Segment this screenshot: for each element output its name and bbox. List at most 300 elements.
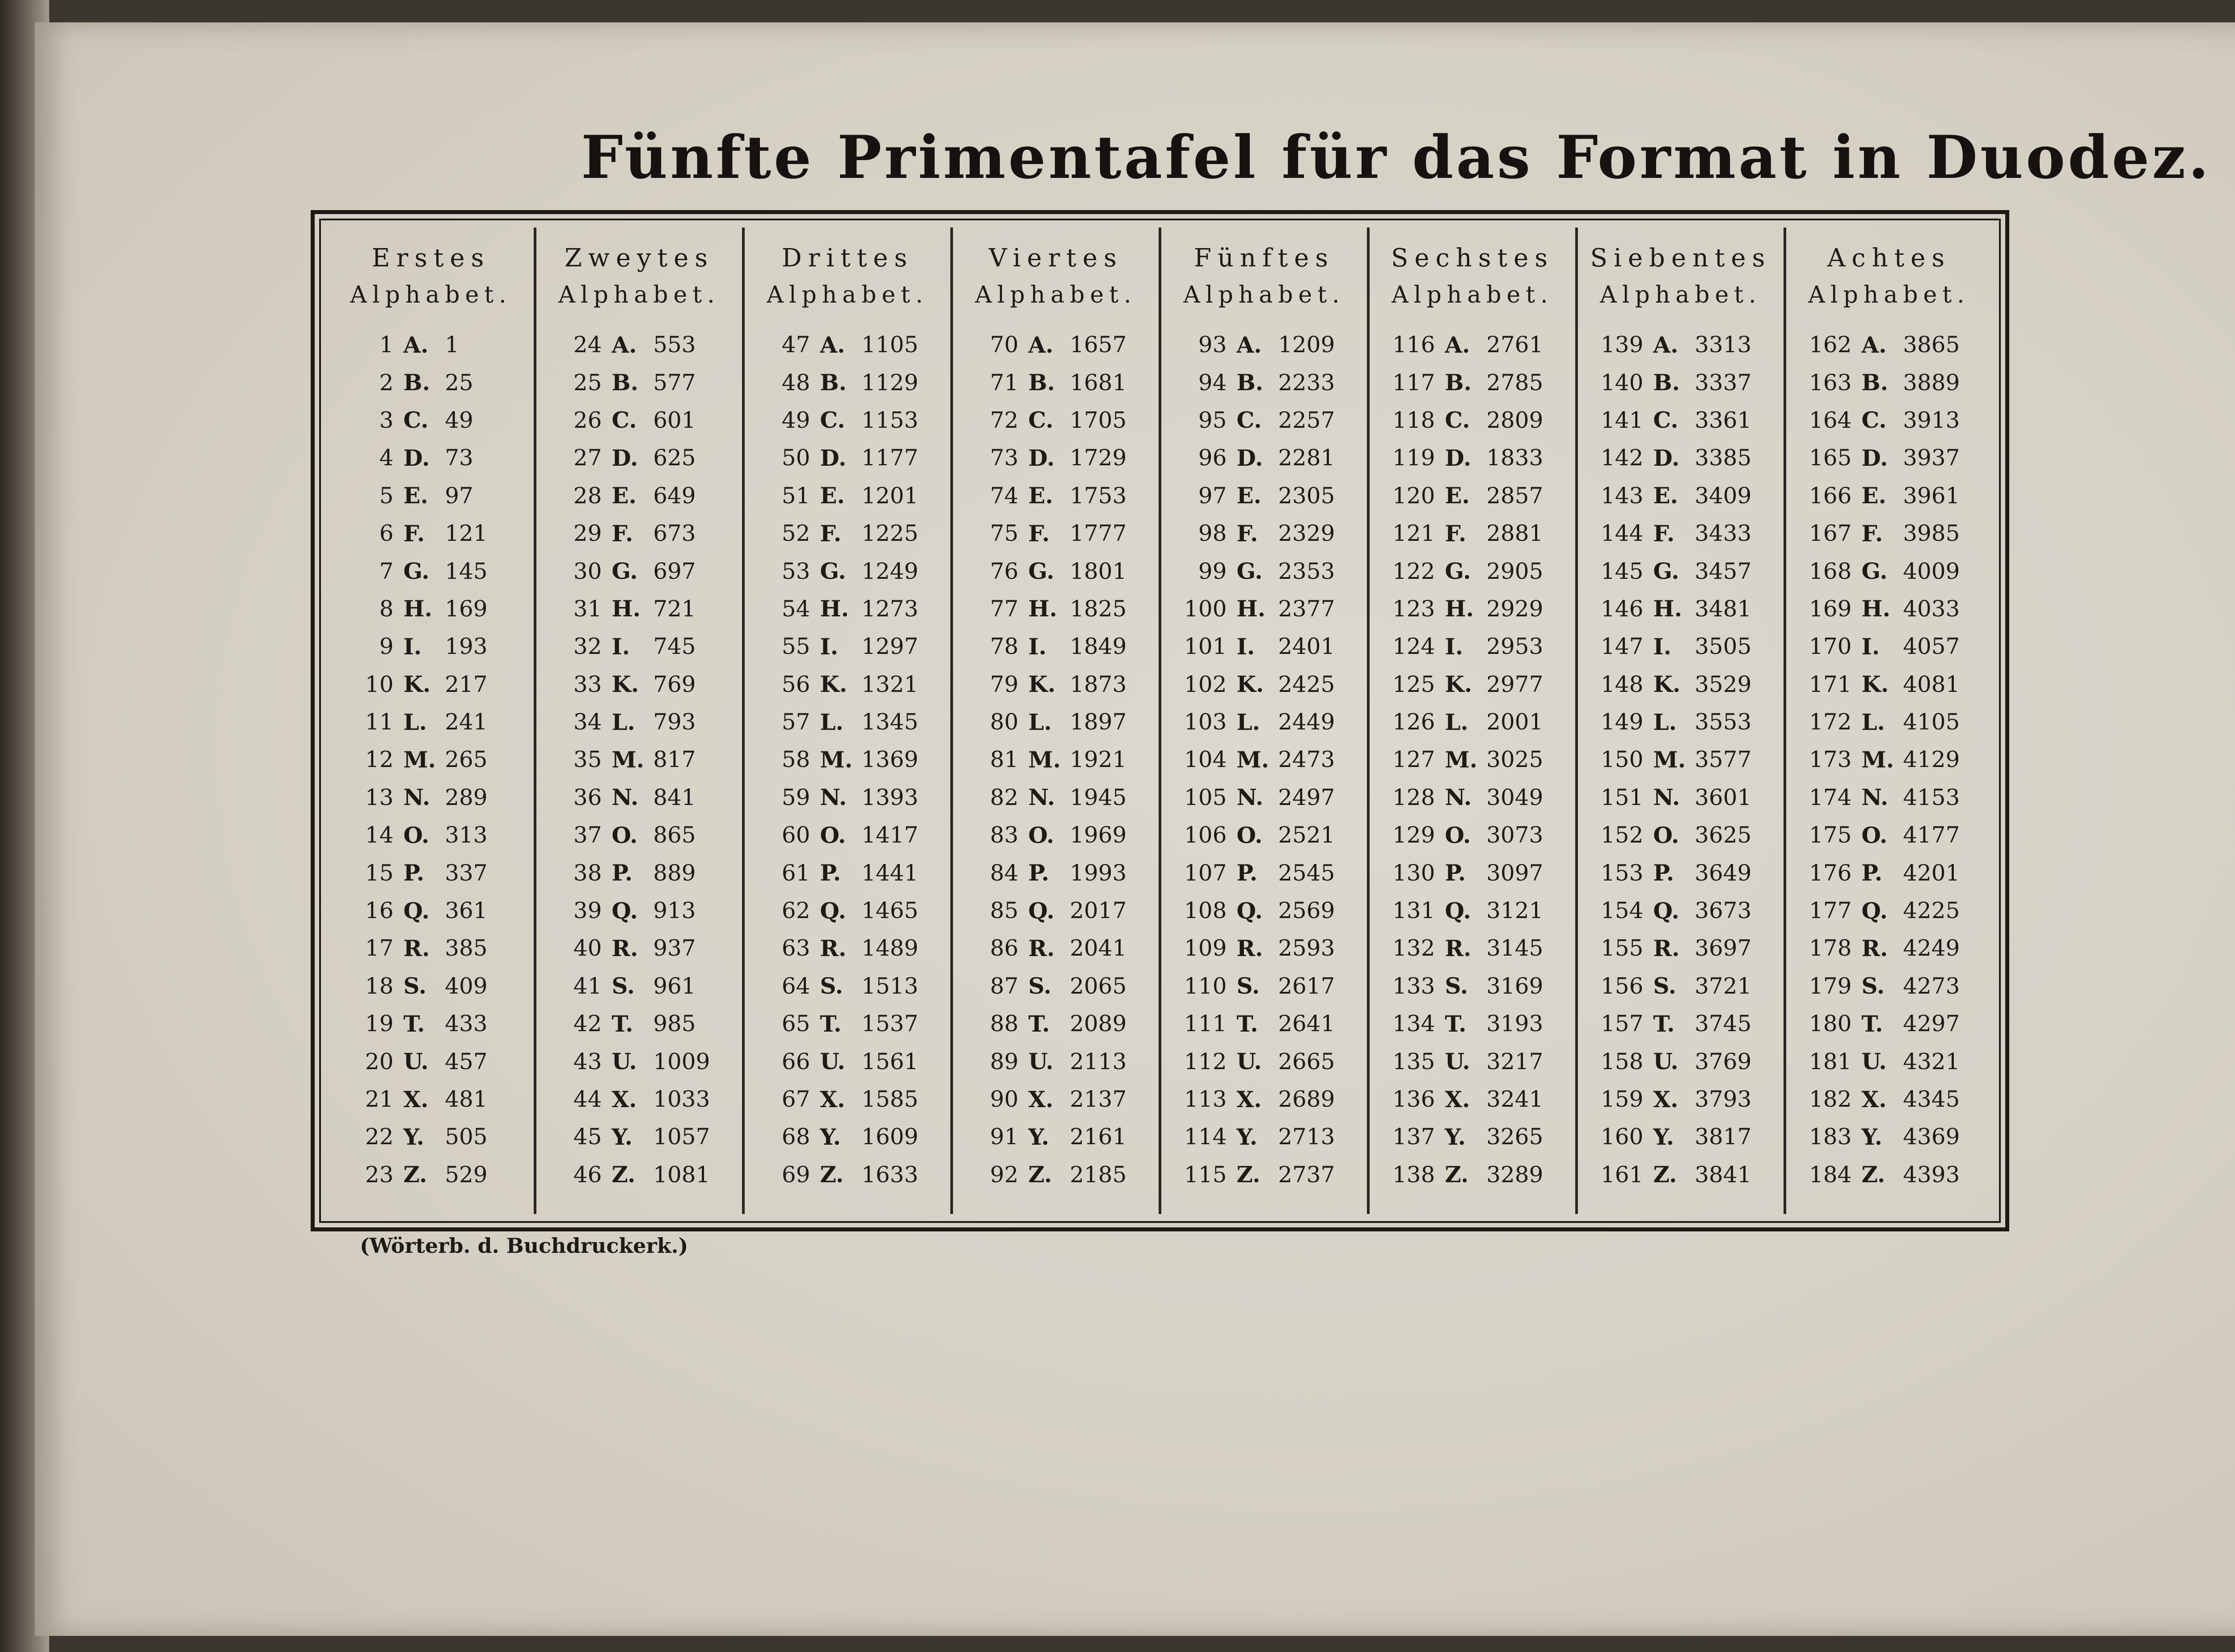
page-number: 2329 bbox=[1278, 520, 1335, 547]
table-row bbox=[957, 929, 1154, 967]
page-number: 1465 bbox=[861, 898, 919, 924]
sheet-number: 184 bbox=[1809, 1161, 1852, 1188]
page-number: 1897 bbox=[1070, 709, 1127, 735]
signature-letter: D. bbox=[820, 444, 847, 471]
signature-letter: D. bbox=[1861, 444, 1888, 471]
signature-letter: F. bbox=[1236, 520, 1258, 547]
sheet-number: 86 bbox=[990, 935, 1019, 961]
signature-letter: E. bbox=[1028, 482, 1053, 509]
page-number: 2641 bbox=[1278, 1011, 1335, 1037]
page-number: 1537 bbox=[861, 1011, 919, 1037]
table-row bbox=[749, 1156, 946, 1193]
sheet-number: 109 bbox=[1184, 935, 1227, 961]
page-number: 4225 bbox=[1903, 898, 1960, 924]
page-number: 625 bbox=[653, 445, 696, 471]
table-row bbox=[541, 1118, 738, 1155]
sheet-number: 149 bbox=[1600, 709, 1644, 735]
signature-letter: I. bbox=[820, 633, 839, 660]
page-number: 1 bbox=[445, 332, 459, 358]
page-number: 2001 bbox=[1486, 709, 1543, 735]
sheet-number: 127 bbox=[1392, 746, 1435, 773]
page-number: 3097 bbox=[1486, 860, 1543, 886]
page-number: 1273 bbox=[861, 595, 919, 622]
page-number: 769 bbox=[653, 671, 696, 697]
table-row bbox=[1374, 514, 1571, 552]
sheet-number: 172 bbox=[1809, 709, 1852, 735]
table-row bbox=[1166, 514, 1362, 552]
sheet-number: 176 bbox=[1809, 860, 1852, 886]
page-number: 3937 bbox=[1903, 445, 1960, 471]
table-row bbox=[333, 741, 529, 778]
page-number: 3745 bbox=[1695, 1011, 1752, 1037]
page-number: 4057 bbox=[1903, 633, 1960, 660]
sheet-number: 153 bbox=[1600, 860, 1644, 886]
table-row bbox=[1791, 1080, 1987, 1118]
page-number: 937 bbox=[653, 935, 696, 961]
table-columns bbox=[328, 228, 1992, 1214]
page-number: 2425 bbox=[1278, 671, 1335, 697]
table-row bbox=[749, 779, 946, 816]
signature-letter: H. bbox=[1653, 595, 1683, 622]
sheet-number: 119 bbox=[1392, 445, 1435, 471]
table-row bbox=[957, 363, 1154, 401]
table-row bbox=[749, 816, 946, 854]
table-row bbox=[1791, 779, 1987, 816]
sheet-number: 106 bbox=[1184, 822, 1227, 848]
page-number: 1753 bbox=[1070, 482, 1127, 509]
sheet-number: 161 bbox=[1600, 1161, 1644, 1188]
table-row bbox=[749, 552, 946, 590]
page-number: 1729 bbox=[1070, 445, 1127, 471]
signature-letter: D. bbox=[1028, 444, 1055, 471]
sheet-number: 15 bbox=[365, 860, 394, 886]
sheet-number: 49 bbox=[781, 407, 810, 433]
page-number: 3169 bbox=[1486, 973, 1543, 999]
table-row bbox=[749, 628, 946, 665]
table-row bbox=[333, 1080, 529, 1118]
page-number: 2689 bbox=[1278, 1086, 1335, 1112]
page-number: 4081 bbox=[1903, 671, 1960, 697]
table-row bbox=[749, 439, 946, 476]
page-number: 265 bbox=[445, 746, 488, 773]
column-heading bbox=[1791, 228, 1987, 321]
table-row bbox=[1374, 816, 1571, 854]
signature-letter: H. bbox=[820, 595, 849, 622]
table-row bbox=[1374, 552, 1571, 590]
signature-letter: E. bbox=[403, 482, 428, 509]
page-number: 4297 bbox=[1903, 1011, 1960, 1037]
table-row bbox=[1791, 816, 1987, 854]
signature-letter: F. bbox=[611, 520, 633, 547]
page-number: 4105 bbox=[1903, 709, 1960, 735]
table-row bbox=[1166, 1080, 1362, 1118]
table-row bbox=[1374, 628, 1571, 665]
signature-letter: C. bbox=[403, 407, 429, 434]
sheet-number: 25 bbox=[573, 369, 602, 396]
table-row bbox=[957, 1042, 1154, 1080]
signature-letter: F. bbox=[403, 520, 425, 547]
sheet-number: 157 bbox=[1600, 1011, 1644, 1037]
signature-letter: K. bbox=[1028, 671, 1056, 698]
footnote: (Wörterb. d. Buchdruckerk.) bbox=[360, 1234, 688, 1258]
signature-letter: A. bbox=[1861, 331, 1887, 358]
table-row bbox=[1791, 326, 1987, 363]
sheet-number: 23 bbox=[365, 1161, 394, 1188]
sheet-number: 89 bbox=[990, 1048, 1019, 1075]
page-number: 3865 bbox=[1903, 332, 1960, 358]
table-row bbox=[541, 816, 738, 854]
page-number: 361 bbox=[445, 898, 488, 924]
signature-letter: Y. bbox=[1028, 1123, 1050, 1150]
sheet-number: 48 bbox=[781, 369, 810, 396]
sheet-number: 121 bbox=[1392, 520, 1435, 547]
table-row bbox=[1582, 326, 1779, 363]
page-number: 2233 bbox=[1278, 369, 1335, 396]
signature-letter: L. bbox=[1028, 708, 1052, 735]
table-row bbox=[333, 666, 529, 703]
sheet-number: 141 bbox=[1600, 407, 1644, 433]
table-row bbox=[1374, 439, 1571, 476]
signature-letter: Z. bbox=[1028, 1161, 1052, 1188]
page-number: 121 bbox=[445, 520, 488, 547]
page-number: 529 bbox=[445, 1161, 488, 1188]
sheet-number: 35 bbox=[573, 746, 602, 773]
signature-letter: Z. bbox=[1653, 1161, 1677, 1188]
signature-letter: A. bbox=[611, 331, 637, 358]
page-number: 3361 bbox=[1695, 407, 1752, 433]
table-row bbox=[1374, 741, 1571, 778]
table-row bbox=[1166, 1042, 1362, 1080]
table-row bbox=[749, 1005, 946, 1042]
table-row bbox=[541, 514, 738, 552]
sheet-number: 33 bbox=[573, 671, 602, 697]
signature-letter: N. bbox=[1445, 784, 1472, 811]
column-heading-alphabet: Alphabet. bbox=[1183, 282, 1345, 308]
page-number: 2977 bbox=[1486, 671, 1543, 697]
signature-letter: Z. bbox=[1445, 1161, 1469, 1188]
signature-letter: G. bbox=[403, 558, 430, 585]
signature-letter: R. bbox=[1236, 935, 1263, 961]
sheet-number: 47 bbox=[781, 332, 810, 358]
table-row bbox=[749, 666, 946, 703]
sheet-number: 22 bbox=[365, 1124, 394, 1150]
sheet-number: 107 bbox=[1184, 860, 1227, 886]
page-number: 2785 bbox=[1486, 369, 1543, 396]
table-row bbox=[333, 1118, 529, 1155]
table-row bbox=[1791, 590, 1987, 628]
page-number: 841 bbox=[653, 784, 696, 810]
signature-letter: D. bbox=[611, 444, 638, 471]
page-number: 2617 bbox=[1278, 973, 1335, 999]
sheet-number: 129 bbox=[1392, 822, 1435, 848]
sheet-number: 115 bbox=[1184, 1161, 1227, 1188]
sheet-number: 67 bbox=[781, 1086, 810, 1112]
page-number: 1129 bbox=[861, 369, 919, 396]
sheet-number: 61 bbox=[781, 860, 810, 886]
page-number: 2545 bbox=[1278, 860, 1335, 886]
page-number: 1201 bbox=[861, 482, 919, 509]
sheet-number: 178 bbox=[1809, 935, 1852, 961]
signature-letter: D. bbox=[1236, 444, 1263, 471]
signature-letter: Z. bbox=[611, 1161, 636, 1188]
sheet-number: 151 bbox=[1600, 784, 1644, 810]
signature-letter: L. bbox=[1653, 708, 1677, 735]
table-row bbox=[1166, 1005, 1362, 1042]
page-number: 4321 bbox=[1903, 1048, 1960, 1075]
sheet-number: 101 bbox=[1184, 633, 1227, 660]
sheet-number: 110 bbox=[1184, 973, 1227, 999]
signature-letter: I. bbox=[1236, 633, 1255, 660]
signature-letter: L. bbox=[403, 708, 427, 735]
signature-letter: S. bbox=[611, 973, 635, 999]
page-number: 337 bbox=[445, 860, 488, 886]
signature-letter: S. bbox=[1445, 973, 1468, 999]
page-number: 385 bbox=[445, 935, 488, 961]
signature-letter: S. bbox=[1861, 973, 1885, 999]
column-heading bbox=[1166, 228, 1362, 321]
page-number: 2737 bbox=[1278, 1161, 1335, 1188]
page-number: 4393 bbox=[1903, 1161, 1960, 1188]
table-row bbox=[957, 439, 1154, 476]
signature-letter: F. bbox=[1861, 520, 1883, 547]
column-heading bbox=[333, 228, 529, 321]
sheet-number: 92 bbox=[990, 1161, 1019, 1188]
page-number: 3193 bbox=[1486, 1011, 1543, 1037]
sheet-number: 81 bbox=[990, 746, 1019, 773]
table-row bbox=[1582, 1042, 1779, 1080]
signature-letter: Y. bbox=[403, 1123, 425, 1150]
table-row bbox=[957, 703, 1154, 741]
signature-letter: U. bbox=[1236, 1048, 1262, 1075]
table-row bbox=[1166, 628, 1362, 665]
signature-letter: O. bbox=[1445, 822, 1471, 848]
sheet-number: 18 bbox=[365, 973, 394, 999]
signature-letter: R. bbox=[820, 935, 847, 961]
table-row bbox=[957, 741, 1154, 778]
sheet-number: 54 bbox=[781, 595, 810, 622]
table-row bbox=[1374, 929, 1571, 967]
page-number: 1321 bbox=[861, 671, 919, 697]
signature-letter: U. bbox=[611, 1048, 637, 1075]
page-number: 2113 bbox=[1070, 1048, 1127, 1075]
signature-letter: Y. bbox=[1236, 1123, 1258, 1150]
sheet-number: 113 bbox=[1184, 1086, 1227, 1112]
page-number: 1993 bbox=[1070, 860, 1127, 886]
sheet-number: 30 bbox=[573, 558, 602, 584]
signature-letter: H. bbox=[1861, 595, 1891, 622]
page-number: 241 bbox=[445, 709, 488, 735]
page-number: 1833 bbox=[1486, 445, 1543, 471]
page-number: 1609 bbox=[861, 1124, 919, 1150]
table-row bbox=[1791, 1118, 1987, 1155]
signature-letter: X. bbox=[611, 1086, 637, 1113]
signature-letter: U. bbox=[820, 1048, 845, 1075]
table-row bbox=[957, 967, 1154, 1005]
page-number: 2041 bbox=[1070, 935, 1127, 961]
signature-letter: K. bbox=[1236, 671, 1264, 698]
sheet-number: 70 bbox=[990, 332, 1019, 358]
signature-letter: A. bbox=[1028, 331, 1054, 358]
sheet-number: 91 bbox=[990, 1124, 1019, 1150]
table-row bbox=[1791, 1156, 1987, 1193]
sheet-number: 21 bbox=[365, 1086, 394, 1112]
sheet-number: 98 bbox=[1198, 520, 1227, 547]
signature-letter: C. bbox=[1445, 407, 1470, 434]
table-row bbox=[1166, 1156, 1362, 1193]
sheet-number: 160 bbox=[1600, 1124, 1644, 1150]
sheet-number: 139 bbox=[1600, 332, 1644, 358]
table-row bbox=[1374, 1156, 1571, 1193]
column-heading-ordinal: Fünftes bbox=[1193, 244, 1335, 273]
sheet-number: 27 bbox=[573, 445, 602, 471]
table-row bbox=[1166, 892, 1362, 929]
signature-letter: B. bbox=[820, 369, 847, 396]
page-number: 3289 bbox=[1486, 1161, 1543, 1188]
sheet-number: 29 bbox=[573, 520, 602, 547]
signature-letter: Q. bbox=[611, 897, 638, 924]
sheet-number: 64 bbox=[781, 973, 810, 999]
page-number: 2017 bbox=[1070, 898, 1127, 924]
table-row bbox=[541, 477, 738, 514]
page-number: 2257 bbox=[1278, 407, 1335, 433]
table-row bbox=[541, 929, 738, 967]
table-row bbox=[749, 1118, 946, 1155]
signature-letter: P. bbox=[1236, 860, 1258, 886]
sheet-number: 43 bbox=[573, 1048, 602, 1075]
signature-letter: Q. bbox=[1236, 897, 1263, 924]
signature-letter: U. bbox=[1653, 1048, 1678, 1075]
page-number: 3337 bbox=[1695, 369, 1752, 396]
table-row bbox=[333, 326, 529, 363]
page-number: 97 bbox=[445, 482, 473, 509]
signature-letter: A. bbox=[403, 331, 429, 358]
column-heading bbox=[749, 228, 946, 321]
sheet-number: 114 bbox=[1184, 1124, 1227, 1150]
signature-letter: Y. bbox=[820, 1123, 841, 1150]
signature-letter: L. bbox=[611, 708, 635, 735]
table-row bbox=[333, 1005, 529, 1042]
sheet-number: 24 bbox=[573, 332, 602, 358]
sheet-number: 4 bbox=[379, 445, 394, 471]
page-number: 1225 bbox=[861, 520, 919, 547]
table-row bbox=[957, 552, 1154, 590]
signature-letter: X. bbox=[403, 1086, 429, 1113]
table-row bbox=[1374, 779, 1571, 816]
table-row bbox=[1374, 666, 1571, 703]
signature-letter: H. bbox=[1028, 595, 1058, 622]
table-row bbox=[333, 552, 529, 590]
sheet-number: 173 bbox=[1809, 746, 1852, 773]
table-row bbox=[1166, 666, 1362, 703]
sheet-number: 76 bbox=[990, 558, 1019, 584]
page-number: 2473 bbox=[1278, 746, 1335, 773]
page-number: 4177 bbox=[1903, 822, 1960, 848]
page-number: 1417 bbox=[861, 822, 919, 848]
signature-letter: B. bbox=[1445, 369, 1472, 396]
sheet-number: 145 bbox=[1600, 558, 1644, 584]
page-number: 2065 bbox=[1070, 973, 1127, 999]
column-heading-ordinal: Drittes bbox=[781, 244, 914, 273]
table-row bbox=[1582, 628, 1779, 665]
table-row bbox=[1791, 1042, 1987, 1080]
signature-letter: Z. bbox=[403, 1161, 427, 1188]
sheet-number: 146 bbox=[1600, 595, 1644, 622]
sheet-number: 53 bbox=[781, 558, 810, 584]
signature-letter: Y. bbox=[1861, 1123, 1883, 1150]
signature-letter: N. bbox=[403, 784, 430, 811]
signature-letter: B. bbox=[1653, 369, 1680, 396]
signature-letter: C. bbox=[611, 407, 637, 434]
signature-letter: L. bbox=[820, 708, 843, 735]
signature-letter: O. bbox=[1236, 822, 1263, 848]
sheet-number: 135 bbox=[1392, 1048, 1435, 1075]
table-row bbox=[333, 854, 529, 891]
signature-letter: K. bbox=[820, 671, 848, 698]
sheet-number: 13 bbox=[365, 784, 394, 810]
table-row bbox=[1374, 1005, 1571, 1042]
signature-letter: X. bbox=[1861, 1086, 1887, 1113]
signature-letter: B. bbox=[1236, 369, 1264, 396]
page-number: 3889 bbox=[1903, 369, 1960, 396]
sheet-number: 40 bbox=[573, 935, 602, 961]
sheet-number: 51 bbox=[781, 482, 810, 509]
page-number: 481 bbox=[445, 1086, 488, 1112]
signature-letter: F. bbox=[1028, 520, 1050, 547]
table-row bbox=[541, 703, 738, 741]
sheet-number: 80 bbox=[990, 709, 1019, 735]
page-number: 3673 bbox=[1695, 898, 1752, 924]
signature-letter: T. bbox=[1028, 1010, 1050, 1037]
page-number: 3145 bbox=[1486, 935, 1543, 961]
sheet-number: 179 bbox=[1809, 973, 1852, 999]
sheet-number: 164 bbox=[1809, 407, 1852, 433]
table-row bbox=[1166, 477, 1362, 514]
table-row bbox=[1166, 401, 1362, 439]
table-row bbox=[1582, 552, 1779, 590]
sheet-number: 126 bbox=[1392, 709, 1435, 735]
page-number: 1705 bbox=[1070, 407, 1127, 433]
sheet-number: 142 bbox=[1600, 445, 1644, 471]
table-row bbox=[1166, 967, 1362, 1005]
page-number: 3577 bbox=[1695, 746, 1752, 773]
sheet-number: 100 bbox=[1184, 595, 1227, 622]
sheet-number: 60 bbox=[781, 822, 810, 848]
table-row bbox=[957, 1005, 1154, 1042]
table-row bbox=[749, 1042, 946, 1080]
page-number: 4009 bbox=[1903, 558, 1960, 584]
sheet-number: 88 bbox=[990, 1011, 1019, 1037]
table-row bbox=[957, 590, 1154, 628]
page-number: 3217 bbox=[1486, 1048, 1543, 1075]
page-number: 2281 bbox=[1278, 445, 1335, 471]
sheet-number: 111 bbox=[1184, 1011, 1227, 1037]
sheet-number: 122 bbox=[1392, 558, 1435, 584]
column-heading-ordinal: Siebentes bbox=[1590, 244, 1771, 273]
signature-letter: T. bbox=[1653, 1010, 1675, 1037]
signature-letter: U. bbox=[1445, 1048, 1470, 1075]
signature-letter: G. bbox=[1445, 558, 1471, 585]
signature-letter: L. bbox=[1236, 708, 1260, 735]
signature-letter: K. bbox=[403, 671, 431, 698]
sheet-number: 120 bbox=[1392, 482, 1435, 509]
signature-letter: N. bbox=[1653, 784, 1680, 811]
page-number: 2185 bbox=[1070, 1161, 1127, 1188]
table-row bbox=[1582, 514, 1779, 552]
page-number: 457 bbox=[445, 1048, 488, 1075]
page-number: 4153 bbox=[1903, 784, 1960, 810]
table-row bbox=[541, 1005, 738, 1042]
table-row bbox=[541, 401, 738, 439]
